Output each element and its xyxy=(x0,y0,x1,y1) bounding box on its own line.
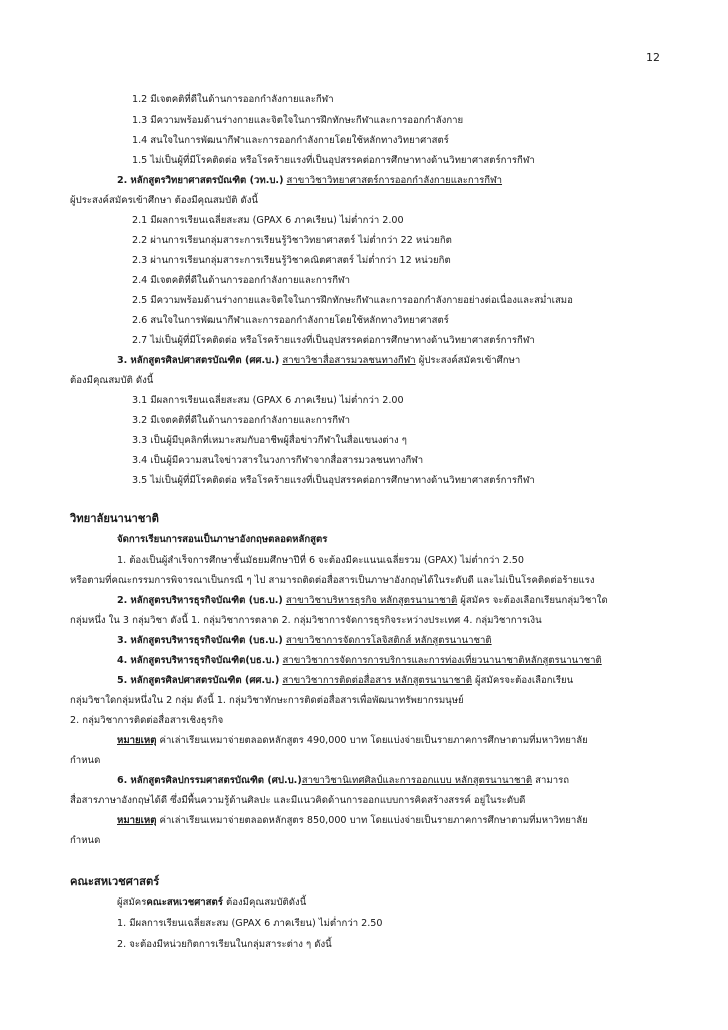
allied-health-intro-pre: ผู้สมัคร xyxy=(117,897,147,908)
intl-program-6-cont: สื่อสารภาษาอังกฤษได้ดี ซึ่งมีพื้นความรู้ด้านศิลปะ และมีแนวคิดด้านการออกแบบการคิดสร้างสรรค์ อยู่ในระดับดี xyxy=(70,795,526,806)
criteria-1-3: 1.3 มีความพร้อมด้านร่างกายและจิตใจในการฝึกทักษะกีฬาและการออกกำลังกาย xyxy=(132,115,464,126)
criteria-2-6: 2.6 สนใจในการพัฒนากีฬาและการออกกำลังกายโดยใช้หลักทางวิทยาศาสตร์ xyxy=(132,315,449,326)
program-3-major: สาขาวิชาสื่อสารมวลชนทางกีฬา xyxy=(282,355,416,366)
criteria-1-2: 1.2 มีเจตคติที่ดีในด้านการออกกำลังกายและกีฬา xyxy=(132,94,334,105)
intl-program-6-title: หลักสูตรศิลปกรรมศาสตรบัณฑิต (ศป.บ.) xyxy=(130,775,302,786)
international-college-heading: วิทยาลัยนานาชาติ xyxy=(70,512,159,525)
intl-program-3-heading xyxy=(117,634,492,648)
criteria-3-2: 3.2 มีเจตคติที่ดีในด้านการออกกำลังกายและการกีฬา xyxy=(132,415,350,426)
intl-program-5-groups-cont: 2. กลุ่มวิชาการติดต่อสื่อสารเชิงธุรกิจ xyxy=(70,715,224,726)
program-2-intro: ผู้ประสงค์สมัครเข้าศึกษา ต้องมีคุณสมบัติ ดังนี้ xyxy=(70,195,258,206)
intl-program-3-title: หลักสูตรบริหารธุรกิจบัณฑิต (บธ.บ.) xyxy=(130,635,283,646)
intl-program-5-title: หลักสูตรศิลปศาสตรบัณฑิต (ศศ.บ.) xyxy=(130,675,280,686)
program-2-title: หลักสูตรวิทยาศาสตรบัณฑิต (วท.บ.) xyxy=(130,175,284,186)
criteria-2-7: 2.7 ไม่เป็นผู้ที่มีโรคติดต่อ หรือโรคร้ายแรงที่เป็นอุปสรรคต่อการศึกษาทางด้านวิทยาศาสตร์การกีฬา xyxy=(132,335,535,346)
allied-health-criteria-1: 1. มีผลการเรียนเฉลี่ยสะสม (GPAX 6 ภาคเรียน) ไม่ต่ำกว่า 2.50 xyxy=(117,918,383,929)
intl-program-4-heading xyxy=(117,654,602,668)
intl-program-2-number: 2. xyxy=(117,595,128,606)
criteria-2-3: 2.3 ผ่านการเรียนกลุ่มสาระการเรียนรู้วิชาคณิตศาสตร์ ไม่ต่ำกว่า 12 หน่วยกิต xyxy=(132,255,451,266)
intl-program-2-tail: ผู้สมัคร จะต้องเลือกเรียนกลุ่มวิชาใด xyxy=(460,595,608,606)
criteria-1-5: 1.5 ไม่เป็นผู้ที่มีโรคติดต่อ หรือโรคร้ายแรงที่เป็นอุปสรรคต่อการศึกษาทางด้านวิทยาศาสตร์การกีฬา xyxy=(132,155,535,166)
program-2-major: สาขาวิชาวิทยาศาสตร์การออกกำลังกายและการกีฬา xyxy=(286,175,503,186)
criteria-3-4: 3.4 เป็นผู้มีความสนใจข่าวสารในวงการกีฬาจากสื่อสารมวลชนทางกีฬา xyxy=(132,455,424,466)
intl-note-2-cont: กำหนด xyxy=(70,835,101,846)
intl-program-2-major: สาขาวิชาบริหารธุรกิจ หลักสูตรนานาชาติ xyxy=(285,595,458,606)
criteria-2-1: 2.1 มีผลการเรียนเฉลี่ยสะสม (GPAX 6 ภาคเรียน) ไม่ต่ำกว่า 2.00 xyxy=(132,215,404,226)
intl-program-5-heading xyxy=(117,674,573,688)
program-3-title: หลักสูตรศิลปศาสตรบัณฑิต (ศศ.บ.) xyxy=(130,355,280,366)
intl-program-6-tail: สามารถ xyxy=(535,775,570,786)
intl-program-2-heading xyxy=(117,594,608,608)
intl-program-5-number: 5. xyxy=(117,675,128,686)
intl-note-1-cont: กำหนด xyxy=(70,755,101,766)
allied-health-heading: คณะสหเวชศาสตร์ xyxy=(70,875,160,888)
intl-program-6-heading xyxy=(117,774,569,788)
note-1-label: หมายเหตุ xyxy=(117,735,157,746)
intl-requirement-1-cont: หรือตามที่คณะกรรมการพิจารณาเป็นกรณี ๆ ไป สามารถติดต่อสื่อสารเป็นภาษาอังกฤษได้ในระดับดี และไม่เป็นโรคติดต่อร้ายแรง xyxy=(70,575,595,586)
intl-program-6-number: 6. xyxy=(117,775,128,786)
intl-program-5-major: สาขาวิชาการติดต่อสื่อสาร หลักสูตรนานาชาติ xyxy=(282,675,472,686)
intl-program-4-number: 4. xyxy=(117,655,128,666)
intl-requirement-1: 1. ต้องเป็นผู้สำเร็จการศึกษาชั้นมัธยมศึกษาปีที่ 6 จะต้องมีคะแนนเฉลี่ยรวม (GPAX) ไม่ต่ำกว่า 2.50 xyxy=(117,555,525,566)
allied-health-intro-post: ต้องมีคุณสมบัติดังนี้ xyxy=(222,897,307,908)
intl-program-5-tail: ผู้สมัครจะต้องเลือกเรียน xyxy=(475,675,574,686)
criteria-3-3: 3.3 เป็นผู้มีบุคลิกที่เหมาะสมกับอาชีพผู้สื่อข่าวกีฬาในสื่อแขนงต่าง ๆ xyxy=(132,435,407,446)
intl-program-4-major: สาขาวิชาการจัดการการบริการและการท่องเที่ยวนานาชาติหลักสูตรนานาชาติ xyxy=(282,655,602,666)
criteria-3-1: 3.1 มีผลการเรียนเฉลี่ยสะสม (GPAX 6 ภาคเรียน) ไม่ต่ำกว่า 2.00 xyxy=(132,395,404,406)
program-2-number: 2. xyxy=(117,175,128,186)
international-college-subtitle: จัดการเรียนการสอนเป็นภาษาอังกฤษตลอดหลักสูตร xyxy=(117,534,328,545)
criteria-1-4: 1.4 สนใจในการพัฒนากีฬาและการออกกำลังกายโดยใช้หลักทางวิทยาศาสตร์ xyxy=(132,135,449,146)
page-number: 12 xyxy=(646,51,660,64)
program-2-heading xyxy=(117,174,502,188)
criteria-2-5: 2.5 มีความพร้อมด้านร่างกายและจิตใจในการฝึกทักษะกีฬาและการออกกำลังกายอย่างต่อเนื่องและสม่ำเสมอ xyxy=(132,295,573,306)
allied-health-criteria-2: 2. จะต้องมีหน่วยกิตการเรียนในกลุ่มสาระต่าง ๆ ดังนี้ xyxy=(117,939,332,950)
intl-program-3-major: สาขาวิชาการจัดการโลจิสติกส์ หลักสูตรนานาชาติ xyxy=(285,635,492,646)
criteria-3-5: 3.5 ไม่เป็นผู้ที่มีโรคติดต่อ หรือโรคร้ายแรงที่เป็นอุปสรรคต่อการศึกษาทางด้านวิทยาศาสตร์การกีฬา xyxy=(132,475,535,486)
allied-health-intro-bold: คณะสหเวชศาสตร์ xyxy=(146,897,223,908)
intl-program-2-groups: กลุ่มหนึ่ง ใน 3 กลุ่มวิชา ดังนี้ 1. กลุ่มวิชาการตลาด 2. กลุ่มวิชาการจัดการธุรกิจระหว่างประเทศ 4. กลุ่มวิชาการเงิน xyxy=(70,615,542,626)
program-3-tail: ผู้ประสงค์สมัครเข้าศึกษา xyxy=(418,355,521,366)
program-3-intro: ต้องมีคุณสมบัติ ดังนี้ xyxy=(70,375,154,386)
note-2-text: ค่าเล่าเรียนเหมาจ่ายตลอดหลักสูตร 850,000 บาท โดยแบ่งจ่ายเป็นรายภาคการศึกษาตามที่มหาวิทยาลัย xyxy=(156,815,588,826)
criteria-2-4: 2.4 มีเจตคติที่ดีในด้านการออกกำลังกายและการกีฬา xyxy=(132,275,350,286)
allied-health-intro xyxy=(117,896,306,910)
note-2-label: หมายเหตุ xyxy=(117,815,157,826)
intl-program-3-number: 3. xyxy=(117,635,128,646)
intl-note-1 xyxy=(117,734,588,748)
program-3-heading xyxy=(117,354,520,368)
intl-program-2-title: หลักสูตรบริหารธุรกิจบัณฑิต (บธ.บ.) xyxy=(130,595,283,606)
program-3-number: 3. xyxy=(117,355,128,366)
intl-program-6-major: สาขาวิชานิเทศศิลป์และการออกแบบ หลักสูตรนานาชาติ xyxy=(301,775,533,786)
intl-note-2 xyxy=(117,814,588,828)
intl-program-4-title: หลักสูตรบริหารธุรกิจบัณฑิต(บธ.บ.) xyxy=(130,655,280,666)
intl-program-5-groups: กลุ่มวิชาใดกลุ่มหนึ่งใน 2 กลุ่ม ดังนี้ 1. กลุ่มวิชาทักษะการติดต่อสื่อสารเพื่อพัฒนาทรัพยากรมนุษย์ xyxy=(70,695,464,706)
criteria-2-2: 2.2 ผ่านการเรียนกลุ่มสาระการเรียนรู้วิชาวิทยาศาสตร์ ไม่ต่ำกว่า 22 หน่วยกิต xyxy=(132,235,452,246)
note-1-text: ค่าเล่าเรียนเหมาจ่ายตลอดหลักสูตร 490,000 บาท โดยแบ่งจ่ายเป็นรายภาคการศึกษาตามที่มหาวิทยาลัย xyxy=(156,735,588,746)
